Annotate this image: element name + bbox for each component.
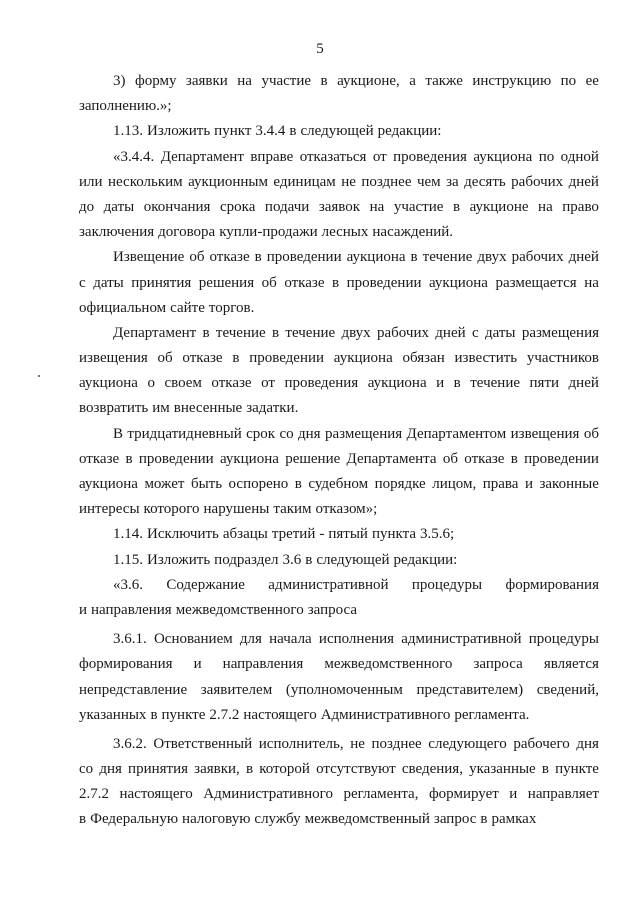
word: межведомственный [304,811,430,828]
word: формирования [79,656,173,673]
word: 3) [113,73,126,89]
word: в [125,450,133,467]
text-line [79,732,599,757]
word: на [584,274,599,291]
word: в [150,706,158,723]
text-line [79,598,599,623]
word: заявителем [200,681,273,698]
page-number: 5 [316,41,324,57]
word: отказе [284,274,325,291]
scan-speck [38,375,40,377]
word: отказе [79,450,120,467]
word: следующей [316,551,390,568]
word: торгов. [208,299,255,316]
word: рабочих [377,324,429,341]
word: запрос [433,811,477,828]
word: пятый [328,526,368,543]
word: Основанием [153,631,233,648]
word: договора [158,224,216,241]
word: лесных [321,224,369,241]
word: редакции: [377,123,442,140]
word: подачи [264,198,310,215]
word: отказом»; [315,501,378,518]
word: ее [585,73,599,89]
word: судебном [308,476,369,492]
word: размещения [521,324,599,341]
word: от [261,375,275,392]
word: инструкцию [472,73,552,89]
word: и [436,375,445,392]
paragraph [79,548,599,573]
word: в [305,551,313,568]
text-line [79,782,599,807]
word: в [320,73,328,89]
word: в [272,324,280,341]
text-line [79,497,599,522]
word: аукционе [469,198,529,215]
word: направления [222,656,304,673]
word: насаждений. [372,224,454,241]
word: третий [271,526,316,543]
paragraph [79,422,599,523]
word: запроса [307,601,357,618]
word: участие [393,198,444,215]
text-line [79,627,599,652]
document-body [79,69,599,833]
text-line [79,195,599,220]
word: обязан [402,350,445,367]
word: направляет [527,786,599,803]
word: рабочих [511,249,564,266]
word: сведений, [536,681,599,698]
word: также [425,73,463,89]
word: участников [526,350,599,367]
word: процедуры [528,631,599,648]
word: Федеральную [90,811,179,828]
word: срока [220,198,256,215]
word: налоговую [182,811,251,828]
word: 1.14. [113,526,143,543]
word: в [452,198,461,215]
word: течение [470,375,521,392]
text-line [79,703,599,728]
text-line [79,371,599,396]
word: аукционе, [337,73,400,89]
word: абзацы [222,526,268,543]
word: заполнению.»; [79,98,172,115]
word: даты [484,324,516,341]
word: позднее [371,735,422,752]
word: лицом, [432,476,477,492]
word: или [79,173,103,190]
word: двух [477,249,507,266]
paragraph [79,119,599,144]
word: заявки, [194,761,240,778]
word: заявки [185,73,228,89]
word: в [232,350,240,367]
word: Департамента [346,450,437,467]
word: по [560,73,577,89]
word: об [261,274,277,291]
word: окончания [143,198,211,215]
word: размещения [324,425,403,442]
word: об [157,350,173,367]
word: внесенные [173,400,243,417]
word: интересы [79,501,140,518]
word: чем [416,173,441,190]
word: в [510,450,518,467]
word: за [446,173,459,190]
word: в [541,761,549,778]
word: аукциона [79,476,138,492]
word: и [524,476,533,492]
word: регламента, [343,786,419,803]
word: им [152,400,170,417]
word: до [79,198,95,215]
word: непредставление [79,681,188,698]
word: единицам [273,173,336,190]
word: законные [539,476,599,492]
word: отказе [182,350,223,367]
word: официальном [79,299,167,316]
word: формирования [505,576,599,593]
word: является [543,656,599,673]
word: в [289,123,297,140]
word: Извещение [113,249,185,266]
word: формирует [428,786,499,803]
word: следующей [300,123,374,140]
word: проведении [524,450,599,467]
word: двух [341,324,371,341]
word: отсутствуют [316,761,396,778]
paragraph [79,627,599,728]
word: пункте [161,706,206,723]
word: пункте [555,761,599,778]
word: Содержание [166,576,245,593]
word: проведения [393,148,467,165]
word: «3.6. [113,576,143,593]
word: позднее [361,173,412,190]
word: срок [246,425,276,442]
word: отказе [209,249,250,266]
word: В [113,425,124,442]
word: Департамент [160,148,244,165]
word: дней [435,324,466,341]
word: в [410,249,418,266]
word: аукциона [429,274,488,291]
text-line [79,678,599,703]
word: права [482,476,519,492]
word: возвратить [79,400,149,417]
text-line [79,396,599,421]
word: 1.13. [113,123,143,140]
word: участие [261,73,312,89]
word: одной [560,148,599,165]
word: в [294,476,302,492]
word: о [147,375,155,392]
word: 3.6.1. [113,631,147,648]
word: в [202,324,210,341]
word: 1.15. [113,551,143,568]
word: сведения, [401,761,463,778]
word: аукциона [79,375,138,392]
word: Административного [320,706,451,723]
word: а [409,73,416,89]
word: решения [198,274,255,291]
word: межведомственного [175,601,304,618]
paragraph [79,732,599,833]
word: редакции: [393,551,458,568]
word: проведении [346,274,422,291]
word: административной [401,631,522,648]
word: службу [254,811,301,828]
word: порядке [374,476,426,492]
word: аукциона [346,249,406,266]
word: быть [190,476,223,492]
word: рабочих [511,173,564,190]
text-line [79,447,599,472]
word: представителем) [416,681,524,698]
word: Исключить [147,526,219,543]
word: Изложить [147,551,211,568]
word: об [189,249,205,266]
word: течение [285,324,336,341]
word: извещения [510,425,580,442]
text-line [79,652,599,677]
word: вправе [250,148,294,165]
text-line [79,170,599,195]
word: для [239,631,262,648]
word: не [341,173,356,190]
text-line [79,757,599,782]
word: дней [568,173,599,190]
word: задатки. [246,400,299,417]
word: заявок [318,198,361,215]
word: пункта [371,526,417,543]
word: дня [576,735,599,752]
word: отказе [211,375,252,392]
text-line [79,472,599,497]
word: запроса [473,656,523,673]
word: направления [91,601,172,618]
word: процедуры [411,576,483,593]
word: Департаментом [406,425,507,442]
word: форму [134,73,177,89]
word: на [369,198,385,215]
word: известить [454,350,518,367]
word: межведомственного [324,656,453,673]
word: 3.5.6; [420,526,455,543]
word: проведении [249,350,325,367]
word: со [279,425,294,442]
word: тридцатидневный [127,425,242,442]
word: купли-продажи [219,224,318,241]
word: дней [568,375,599,392]
word: дня [298,425,321,442]
word: оспорено [228,476,289,492]
word: (уполномоченным [285,681,403,698]
text-line [79,573,599,598]
text-line [79,145,599,170]
word: размещается [495,274,577,291]
word: отказе [464,450,505,467]
paragraph [79,245,599,321]
text-line [79,94,599,119]
word: в [79,811,87,828]
word: и [509,786,518,803]
text-line [79,422,599,447]
word: течение [422,249,473,266]
paragraph [79,573,599,623]
word: в [245,761,254,778]
word: право [562,198,599,215]
word: указанные [469,761,536,778]
word: течение [215,324,266,341]
word: решение [285,450,341,467]
word: не [350,735,365,752]
word: в [453,375,461,392]
word: нескольким [107,173,183,190]
word: аукциона [219,450,279,467]
word: об [442,450,458,467]
word: с [471,324,479,341]
word: по [538,148,555,165]
word: - [319,526,325,543]
word: отказаться [299,148,367,165]
word: рабочего [513,735,570,752]
word: принятия [131,274,192,291]
word: исполнения [318,631,395,648]
word: которой [259,761,310,778]
word: следующего [428,735,507,752]
text-line [79,807,599,832]
word: которого [143,501,200,518]
word: на [538,198,553,215]
word: аукциона [333,350,393,367]
text-line [79,296,599,321]
word: аукциона [473,148,533,165]
word: принятия [128,761,189,778]
word: таким [273,501,312,518]
word: десять [464,173,506,190]
word: от [372,148,387,165]
word: рамках [491,811,537,828]
word: административной [268,576,389,593]
word: своем [164,375,202,392]
word: в [254,249,262,266]
word: 2.7.2 [209,706,240,723]
word: Административного [203,786,333,803]
word: Изложить [147,123,211,140]
word: в [332,274,340,291]
word: нарушены [203,501,270,518]
word: аукционным [188,173,268,190]
word: настоящего [119,786,193,803]
word: заключения [79,224,155,241]
text-line [79,245,599,270]
word: Ответственный [153,735,253,752]
text-line [79,522,599,547]
word: 2.7.2 [79,786,109,803]
word: дня [99,761,122,778]
word: об [583,425,599,442]
word: на [237,73,252,89]
word: даты [103,198,135,215]
paragraph [79,522,599,547]
word: проведении [266,249,342,266]
word: подраздел [214,551,279,568]
text-line [79,346,599,371]
text-line [79,69,599,94]
word: пункт [214,123,252,140]
word: 3.6.2. [113,735,147,752]
word: может [144,476,185,492]
word: в [480,811,488,828]
paragraph [79,145,599,246]
paragraph [79,321,599,422]
word: регламента. [454,706,530,723]
word: указанных [79,706,147,723]
text-line [79,220,599,245]
word: со [79,761,94,778]
text-line [79,548,599,573]
word: даты [93,274,124,291]
word: извещения [79,350,148,367]
word: и [193,656,202,673]
word: проведении [138,450,214,467]
text-line [79,271,599,296]
word: сайте [170,299,205,316]
paragraph [79,69,599,119]
word: Департамент [113,324,197,341]
word: и [79,601,88,618]
word: 3.6 [282,551,302,568]
word: настоящего [243,706,317,723]
word: 3.4.4 [255,123,286,140]
word: проведения [284,375,359,392]
text-line [79,119,599,144]
word: с [79,274,86,291]
word: пяти [529,375,560,392]
word: дней [568,249,599,266]
word: «3.4.4. [113,148,155,165]
word: исполнитель, [258,735,344,752]
word: начала [269,631,312,648]
text-line [79,321,599,346]
word: аукциона [367,375,427,392]
